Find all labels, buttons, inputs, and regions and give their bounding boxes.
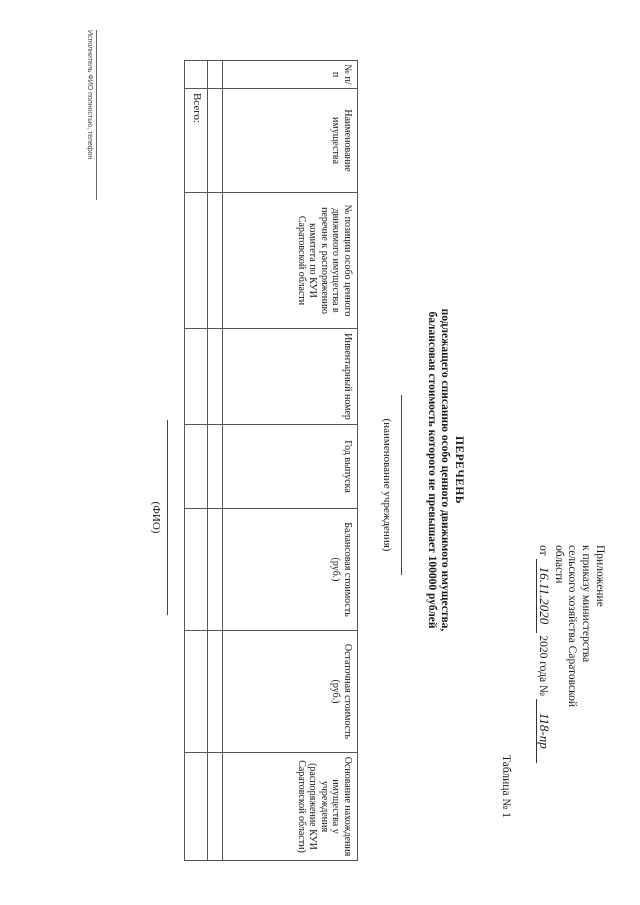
number-prefix: № bbox=[536, 684, 549, 696]
table-cell bbox=[185, 329, 208, 425]
appendix-line-4: области bbox=[552, 545, 565, 584]
table-number: Таблица № 1 bbox=[500, 755, 512, 819]
table-cell bbox=[208, 89, 223, 193]
table-cell bbox=[185, 61, 208, 89]
appendix-line-3: сельского хозяйства Саратовской bbox=[566, 545, 579, 708]
property-table bbox=[184, 60, 358, 861]
org-name-line bbox=[401, 395, 402, 575]
table-cell bbox=[208, 753, 223, 861]
table-cell bbox=[208, 509, 223, 631]
header-position: № позиции особо ценного движимого имущества в перечне к распоряжению комитета по КУИ Саратовской области bbox=[223, 193, 358, 329]
appendix-line-2: к приказу министерства bbox=[580, 545, 593, 663]
title-line-2: подлежащего списанию особо ценного движимого имущества, bbox=[439, 308, 452, 632]
table-cell bbox=[208, 193, 223, 329]
appendix-line-1: Приложение bbox=[594, 545, 606, 607]
header-residual: Остаточная стоимость (руб.) bbox=[223, 631, 358, 753]
table-cell bbox=[208, 61, 223, 89]
fio-label: (ФИО) bbox=[150, 501, 162, 534]
table-cell bbox=[208, 329, 223, 425]
header-name: Наименование имущества bbox=[223, 89, 358, 193]
table-header-row bbox=[223, 61, 358, 861]
date-prefix: от bbox=[536, 545, 549, 556]
appendix-block bbox=[535, 545, 606, 763]
footer-line bbox=[96, 30, 97, 200]
org-name-label: (наименование учреждения) bbox=[381, 418, 393, 552]
table-cell bbox=[208, 425, 223, 509]
header-number: № п/п bbox=[223, 61, 358, 89]
header-inventory: Инвентарный номер bbox=[223, 329, 358, 425]
table-total-row bbox=[185, 61, 208, 861]
title-line-1: ПЕРЕЧЕНЬ bbox=[453, 436, 465, 504]
handwritten-number: 118-пр bbox=[536, 699, 551, 763]
total-label: Всего: bbox=[185, 89, 208, 193]
title-line-3: балансовая стоимость которого не превышает 100000 рублей bbox=[426, 311, 438, 629]
header-basis: Основание нахождения имущества у учреждения (распоряжение КУИ Саратовской области) bbox=[223, 753, 358, 861]
document-title bbox=[425, 240, 466, 700]
handwritten-date: 16.11.2020 bbox=[536, 559, 551, 633]
table-cell bbox=[185, 425, 208, 509]
table-cell bbox=[208, 631, 223, 753]
header-year: Год выпуска bbox=[223, 425, 358, 509]
appendix-date-line bbox=[535, 545, 551, 763]
table-row bbox=[208, 61, 223, 861]
header-balance: Балансовая стоимость (руб.) bbox=[223, 509, 358, 631]
fio-line bbox=[167, 420, 168, 615]
table-cell bbox=[185, 193, 208, 329]
table-cell bbox=[185, 753, 208, 861]
executor-footer: Исполнитель ФИО полностью, телефон bbox=[86, 30, 93, 160]
year-text: 2020 года bbox=[536, 635, 549, 683]
table-cell bbox=[185, 631, 208, 753]
table-cell bbox=[185, 509, 208, 631]
